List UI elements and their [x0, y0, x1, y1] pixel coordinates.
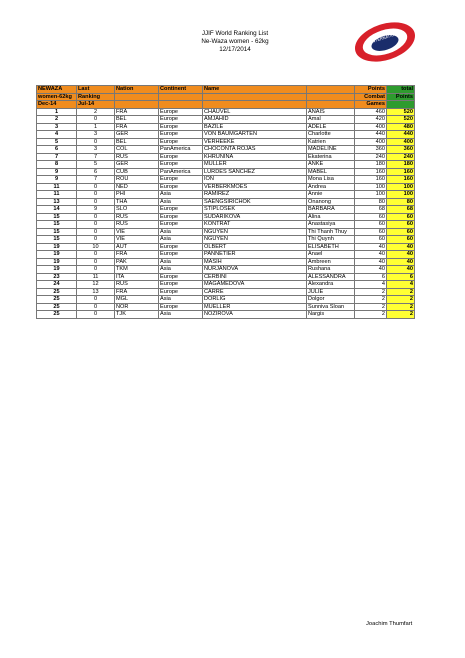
table-cell: 2	[355, 303, 387, 311]
table-cell: Asia	[159, 258, 203, 266]
table-cell: 19	[37, 258, 77, 266]
table-cell: GER	[115, 131, 159, 139]
table-row	[37, 273, 415, 281]
table-row	[37, 123, 415, 131]
table-cell: CHOCONTA ROJAS	[203, 146, 307, 154]
table-cell: 520	[387, 108, 415, 116]
table-cell: RUS	[115, 221, 159, 229]
table-cell: Anael	[307, 251, 355, 259]
table-cell: AMJAHID	[203, 116, 307, 124]
table-cell: ALESSANDRA	[307, 273, 355, 281]
table-cell: TJK	[115, 311, 159, 319]
table-cell: 160	[387, 168, 415, 176]
doc-subtitle: Ne-Waza women - 62kg	[201, 38, 269, 45]
table-cell: 400	[387, 138, 415, 146]
table-cell: ADELE	[307, 123, 355, 131]
table-cell: MUELLER	[203, 303, 307, 311]
header-cell: Last	[77, 86, 115, 94]
table-cell: Thi Thanh Thuy	[307, 228, 355, 236]
table-cell: VIE	[115, 236, 159, 244]
table-cell: MASIH	[203, 258, 307, 266]
table-row	[37, 183, 415, 191]
table-cell: Thi Quynh	[307, 236, 355, 244]
table-cell: 13	[77, 288, 115, 296]
table-cell: ION	[203, 176, 307, 184]
table-cell: RAMIREZ	[203, 191, 307, 199]
table-cell: Europe	[159, 221, 203, 229]
table-cell: VERHEEKE	[203, 138, 307, 146]
table-cell: RUS	[115, 153, 159, 161]
table-cell: 0	[77, 266, 115, 274]
table-cell: Rushana	[307, 266, 355, 274]
table-cell: 5	[37, 138, 77, 146]
table-cell: FRA	[115, 108, 159, 116]
table-cell: Ambreen	[307, 258, 355, 266]
table-cell: Europe	[159, 288, 203, 296]
table-cell: 180	[387, 161, 415, 169]
table-cell: Asia	[159, 228, 203, 236]
table-cell: 3	[77, 131, 115, 139]
table-cell: 6	[387, 273, 415, 281]
table-cell: 25	[37, 311, 77, 319]
table-row	[37, 243, 415, 251]
table-cell: Ekaterina	[307, 153, 355, 161]
table-cell: 80	[387, 198, 415, 206]
table-row	[37, 221, 415, 229]
table-row	[37, 236, 415, 244]
table-cell: VON BAUMGARTEN	[203, 131, 307, 139]
table-cell: Europe	[159, 213, 203, 221]
table-cell: Europe	[159, 176, 203, 184]
table-cell: Europe	[159, 161, 203, 169]
table-cell: 2	[387, 288, 415, 296]
table-cell: CERBINI	[203, 273, 307, 281]
table-cell: 80	[355, 198, 387, 206]
table-cell: 160	[387, 176, 415, 184]
table-cell: 480	[387, 123, 415, 131]
table-cell: 360	[355, 146, 387, 154]
table-cell: Asia	[159, 198, 203, 206]
table-cell: 180	[355, 161, 387, 169]
table-cell: 0	[77, 228, 115, 236]
header-cell	[387, 101, 415, 109]
table-cell: OLBERT	[203, 243, 307, 251]
header-cell: total	[387, 86, 415, 94]
table-cell: 60	[355, 228, 387, 236]
table-cell: PanAmerica	[159, 146, 203, 154]
table-cell: 100	[387, 183, 415, 191]
table-cell: NED	[115, 183, 159, 191]
table-cell: Europe	[159, 153, 203, 161]
table-cell: 440	[355, 131, 387, 139]
header-cell	[307, 86, 355, 94]
table-cell: Mona Lisa	[307, 176, 355, 184]
table-cell: Dolgor	[307, 296, 355, 304]
table-cell: Europe	[159, 281, 203, 289]
table-cell: Amal	[307, 116, 355, 124]
header-cell: Continent	[159, 86, 203, 94]
table-cell: MULLER	[203, 161, 307, 169]
table-cell: 60	[387, 213, 415, 221]
table-cell: CUB	[115, 168, 159, 176]
table-cell: 2	[387, 311, 415, 319]
table-cell: 23	[37, 273, 77, 281]
header-cell: Jul-14	[77, 101, 115, 109]
table-cell: Anastasiya	[307, 221, 355, 229]
table-row	[37, 281, 415, 289]
table-cell: 9	[37, 168, 77, 176]
table-cell: 6	[77, 168, 115, 176]
table-cell: 2	[355, 288, 387, 296]
table-row	[37, 153, 415, 161]
table-row	[37, 161, 415, 169]
table-cell: FRA	[115, 288, 159, 296]
table-cell: 0	[77, 221, 115, 229]
table-row	[37, 251, 415, 259]
table-cell: 15	[37, 228, 77, 236]
table-cell: 460	[355, 108, 387, 116]
table-cell: 60	[355, 213, 387, 221]
table-cell: Andrea	[307, 183, 355, 191]
table-cell: Europe	[159, 273, 203, 281]
table-cell: 360	[387, 146, 415, 154]
table-cell: 100	[355, 183, 387, 191]
table-row	[37, 303, 415, 311]
table-cell: ANAIS	[307, 108, 355, 116]
table-cell: VIE	[115, 228, 159, 236]
table-cell: Europe	[159, 303, 203, 311]
table-cell: KONTRAT	[203, 221, 307, 229]
table-cell: 0	[77, 183, 115, 191]
table-cell: 400	[355, 138, 387, 146]
logo-text: INTERNATIONAL	[370, 29, 403, 45]
table-row	[37, 288, 415, 296]
table-cell: 2	[387, 296, 415, 304]
table-cell: CARRE	[203, 288, 307, 296]
table-cell: 7	[77, 153, 115, 161]
table-cell: 160	[355, 176, 387, 184]
table-cell: SAENGSIRICHOK	[203, 198, 307, 206]
table-cell: 60	[387, 221, 415, 229]
table-cell: 40	[387, 266, 415, 274]
table-cell: FRA	[115, 251, 159, 259]
table-row	[37, 198, 415, 206]
table-cell: 0	[77, 303, 115, 311]
table-cell: ELISABETH	[307, 243, 355, 251]
header-cell: Combat	[355, 93, 387, 101]
table-cell: 0	[77, 311, 115, 319]
table-cell: 19	[37, 243, 77, 251]
table-cell: 10	[77, 243, 115, 251]
table-cell: ANKE	[307, 161, 355, 169]
table-cell: 25	[37, 288, 77, 296]
footer-author: Joachim Thumfart	[366, 621, 413, 627]
header-cell: Games	[355, 101, 387, 109]
table-row	[37, 176, 415, 184]
table-cell: COL	[115, 146, 159, 154]
table-cell: VERBERKMOES	[203, 183, 307, 191]
table-row	[37, 213, 415, 221]
table-row	[37, 116, 415, 124]
table-row	[37, 131, 415, 139]
table-cell: MAGAMEDOVA	[203, 281, 307, 289]
table-cell: 6	[37, 146, 77, 154]
table-cell: 400	[355, 123, 387, 131]
table-cell: 2	[37, 116, 77, 124]
table-cell: SLO	[115, 206, 159, 214]
table-cell: 40	[387, 251, 415, 259]
table-cell: Europe	[159, 206, 203, 214]
table-cell: 100	[387, 191, 415, 199]
header-cell	[159, 93, 203, 101]
table-cell: LURDES SANCHEZ	[203, 168, 307, 176]
jjif-international-logo	[352, 22, 418, 62]
table-row	[37, 228, 415, 236]
table-cell: 6	[355, 273, 387, 281]
table-cell: GER	[115, 161, 159, 169]
table-cell: 440	[387, 131, 415, 139]
table-cell: 11	[77, 273, 115, 281]
header-cell: Points	[355, 86, 387, 94]
table-cell: 25	[37, 296, 77, 304]
table-cell: STIPLOSEK	[203, 206, 307, 214]
table-cell: NURJANOVA	[203, 266, 307, 274]
table-cell: NOZIROVA	[203, 311, 307, 319]
table-cell: 240	[387, 153, 415, 161]
table-cell: Europe	[159, 251, 203, 259]
table-cell: 24	[37, 281, 77, 289]
table-cell: 40	[387, 258, 415, 266]
table-cell: 3	[77, 146, 115, 154]
header-cell: Name	[203, 86, 307, 94]
table-cell: TKM	[115, 266, 159, 274]
table-cell: RUS	[115, 281, 159, 289]
table-cell: Asia	[159, 266, 203, 274]
table-cell: 0	[77, 191, 115, 199]
header-cell: Ranking	[77, 93, 115, 101]
table-header-row	[37, 86, 415, 94]
table-cell: Sunniva Sloan	[307, 303, 355, 311]
header-cell: NEWAZA	[37, 86, 77, 94]
table-cell: KHRUNINA	[203, 153, 307, 161]
table-cell: 60	[355, 236, 387, 244]
table-cell: ROU	[115, 176, 159, 184]
table-cell: Europe	[159, 116, 203, 124]
table-cell: 4	[387, 281, 415, 289]
header-cell	[159, 101, 203, 109]
table-cell: NGUYEN	[203, 228, 307, 236]
table-cell: 0	[77, 258, 115, 266]
table-cell: Europe	[159, 243, 203, 251]
table-row	[37, 296, 415, 304]
table-cell: 2	[387, 303, 415, 311]
table-cell: Asia	[159, 296, 203, 304]
table-cell: BEL	[115, 138, 159, 146]
table-cell: 40	[355, 266, 387, 274]
table-cell: NOR	[115, 303, 159, 311]
table-row	[37, 146, 415, 154]
table-header-row	[37, 93, 415, 101]
table-cell: 25	[37, 303, 77, 311]
table-cell: 19	[37, 266, 77, 274]
table-cell: 12	[77, 281, 115, 289]
header-cell	[307, 93, 355, 101]
table-row	[37, 206, 415, 214]
table-cell: Nargis	[307, 311, 355, 319]
ranking-table	[36, 85, 415, 319]
table-cell: 68	[387, 206, 415, 214]
header-cell	[203, 93, 307, 101]
header-cell	[203, 101, 307, 109]
table-cell: 14	[37, 206, 77, 214]
table-cell: PAK	[115, 258, 159, 266]
table-cell: BEL	[115, 116, 159, 124]
table-header-row	[37, 101, 415, 109]
table-cell: 4	[355, 281, 387, 289]
table-cell: 3	[37, 123, 77, 131]
table-row	[37, 258, 415, 266]
doc-date: 12/17/2014	[219, 46, 251, 53]
table-cell: Asia	[159, 311, 203, 319]
table-cell: AUT	[115, 243, 159, 251]
table-cell: MADELINE	[307, 146, 355, 154]
table-cell: BAZILE	[203, 123, 307, 131]
table-row	[37, 168, 415, 176]
table-cell: Charlotte	[307, 131, 355, 139]
table-cell: 2	[355, 311, 387, 319]
table-cell: MGL	[115, 296, 159, 304]
table-cell: 240	[355, 153, 387, 161]
table-cell: 160	[355, 168, 387, 176]
table-cell: 40	[355, 251, 387, 259]
table-cell: 40	[355, 258, 387, 266]
table-cell: 19	[37, 251, 77, 259]
header-cell: Dec-14	[37, 101, 77, 109]
table-cell: Europe	[159, 183, 203, 191]
table-cell: 60	[387, 236, 415, 244]
table-cell: 5	[77, 161, 115, 169]
table-cell: 13	[37, 198, 77, 206]
table-cell: 9	[37, 176, 77, 184]
table-cell: CHAUVEL	[203, 108, 307, 116]
table-cell: PHI	[115, 191, 159, 199]
header-cell	[115, 101, 159, 109]
table-cell: Alina	[307, 213, 355, 221]
table-cell: MABEL	[307, 168, 355, 176]
table-row	[37, 138, 415, 146]
table-cell: Annie	[307, 191, 355, 199]
table-cell: 1	[37, 108, 77, 116]
table-cell: NGUYEN	[203, 236, 307, 244]
table-cell: DORLIG	[203, 296, 307, 304]
table-cell: 0	[77, 296, 115, 304]
table-cell: 0	[77, 198, 115, 206]
table-cell: Europe	[159, 138, 203, 146]
table-cell: 40	[355, 243, 387, 251]
table-cell: PanAmerica	[159, 168, 203, 176]
table-row	[37, 311, 415, 319]
table-cell: 0	[77, 251, 115, 259]
table-cell: 15	[37, 236, 77, 244]
table-cell: 0	[77, 138, 115, 146]
table-cell: Onanong	[307, 198, 355, 206]
table-cell: ITA	[115, 273, 159, 281]
table-cell: RUS	[115, 213, 159, 221]
table-cell: 60	[355, 221, 387, 229]
table-cell: 100	[355, 191, 387, 199]
table-cell: 11	[37, 191, 77, 199]
table-cell: Europe	[159, 123, 203, 131]
table-cell: 15	[37, 213, 77, 221]
table-cell: JULIE	[307, 288, 355, 296]
table-cell: Asia	[159, 236, 203, 244]
header-cell: Nation	[115, 86, 159, 94]
table-cell: 420	[355, 116, 387, 124]
header-cell: Points	[387, 93, 415, 101]
doc-title: JJIF World Ranking List	[201, 30, 269, 37]
table-cell: Europe	[159, 108, 203, 116]
table-cell: 9	[77, 206, 115, 214]
table-row	[37, 266, 415, 274]
table-cell: SUDARIKOVA	[203, 213, 307, 221]
table-cell: Asia	[159, 191, 203, 199]
table-cell: Alexandra	[307, 281, 355, 289]
table-cell: 0	[77, 236, 115, 244]
header-cell	[307, 101, 355, 109]
table-cell: 60	[387, 228, 415, 236]
header-cell: women-62kg	[37, 93, 77, 101]
table-cell: 520	[387, 116, 415, 124]
table-row	[37, 191, 415, 199]
table-cell: Europe	[159, 131, 203, 139]
table-cell: 7	[77, 176, 115, 184]
table-cell: 2	[77, 108, 115, 116]
table-cell: 11	[37, 183, 77, 191]
table-cell: 68	[355, 206, 387, 214]
table-cell: Katrien	[307, 138, 355, 146]
table-cell: 40	[387, 243, 415, 251]
table-cell: THA	[115, 198, 159, 206]
table-cell: FRA	[115, 123, 159, 131]
table-cell: BARBARA	[307, 206, 355, 214]
table-cell: 8	[37, 161, 77, 169]
table-cell: 1	[77, 123, 115, 131]
table-cell: 0	[77, 116, 115, 124]
table-row	[37, 108, 415, 116]
table-cell: 7	[37, 153, 77, 161]
table-cell: 15	[37, 221, 77, 229]
table-cell: 4	[37, 131, 77, 139]
table-cell: 2	[355, 296, 387, 304]
header-cell	[115, 93, 159, 101]
table-cell: PANNETIER	[203, 251, 307, 259]
table-cell: 0	[77, 213, 115, 221]
